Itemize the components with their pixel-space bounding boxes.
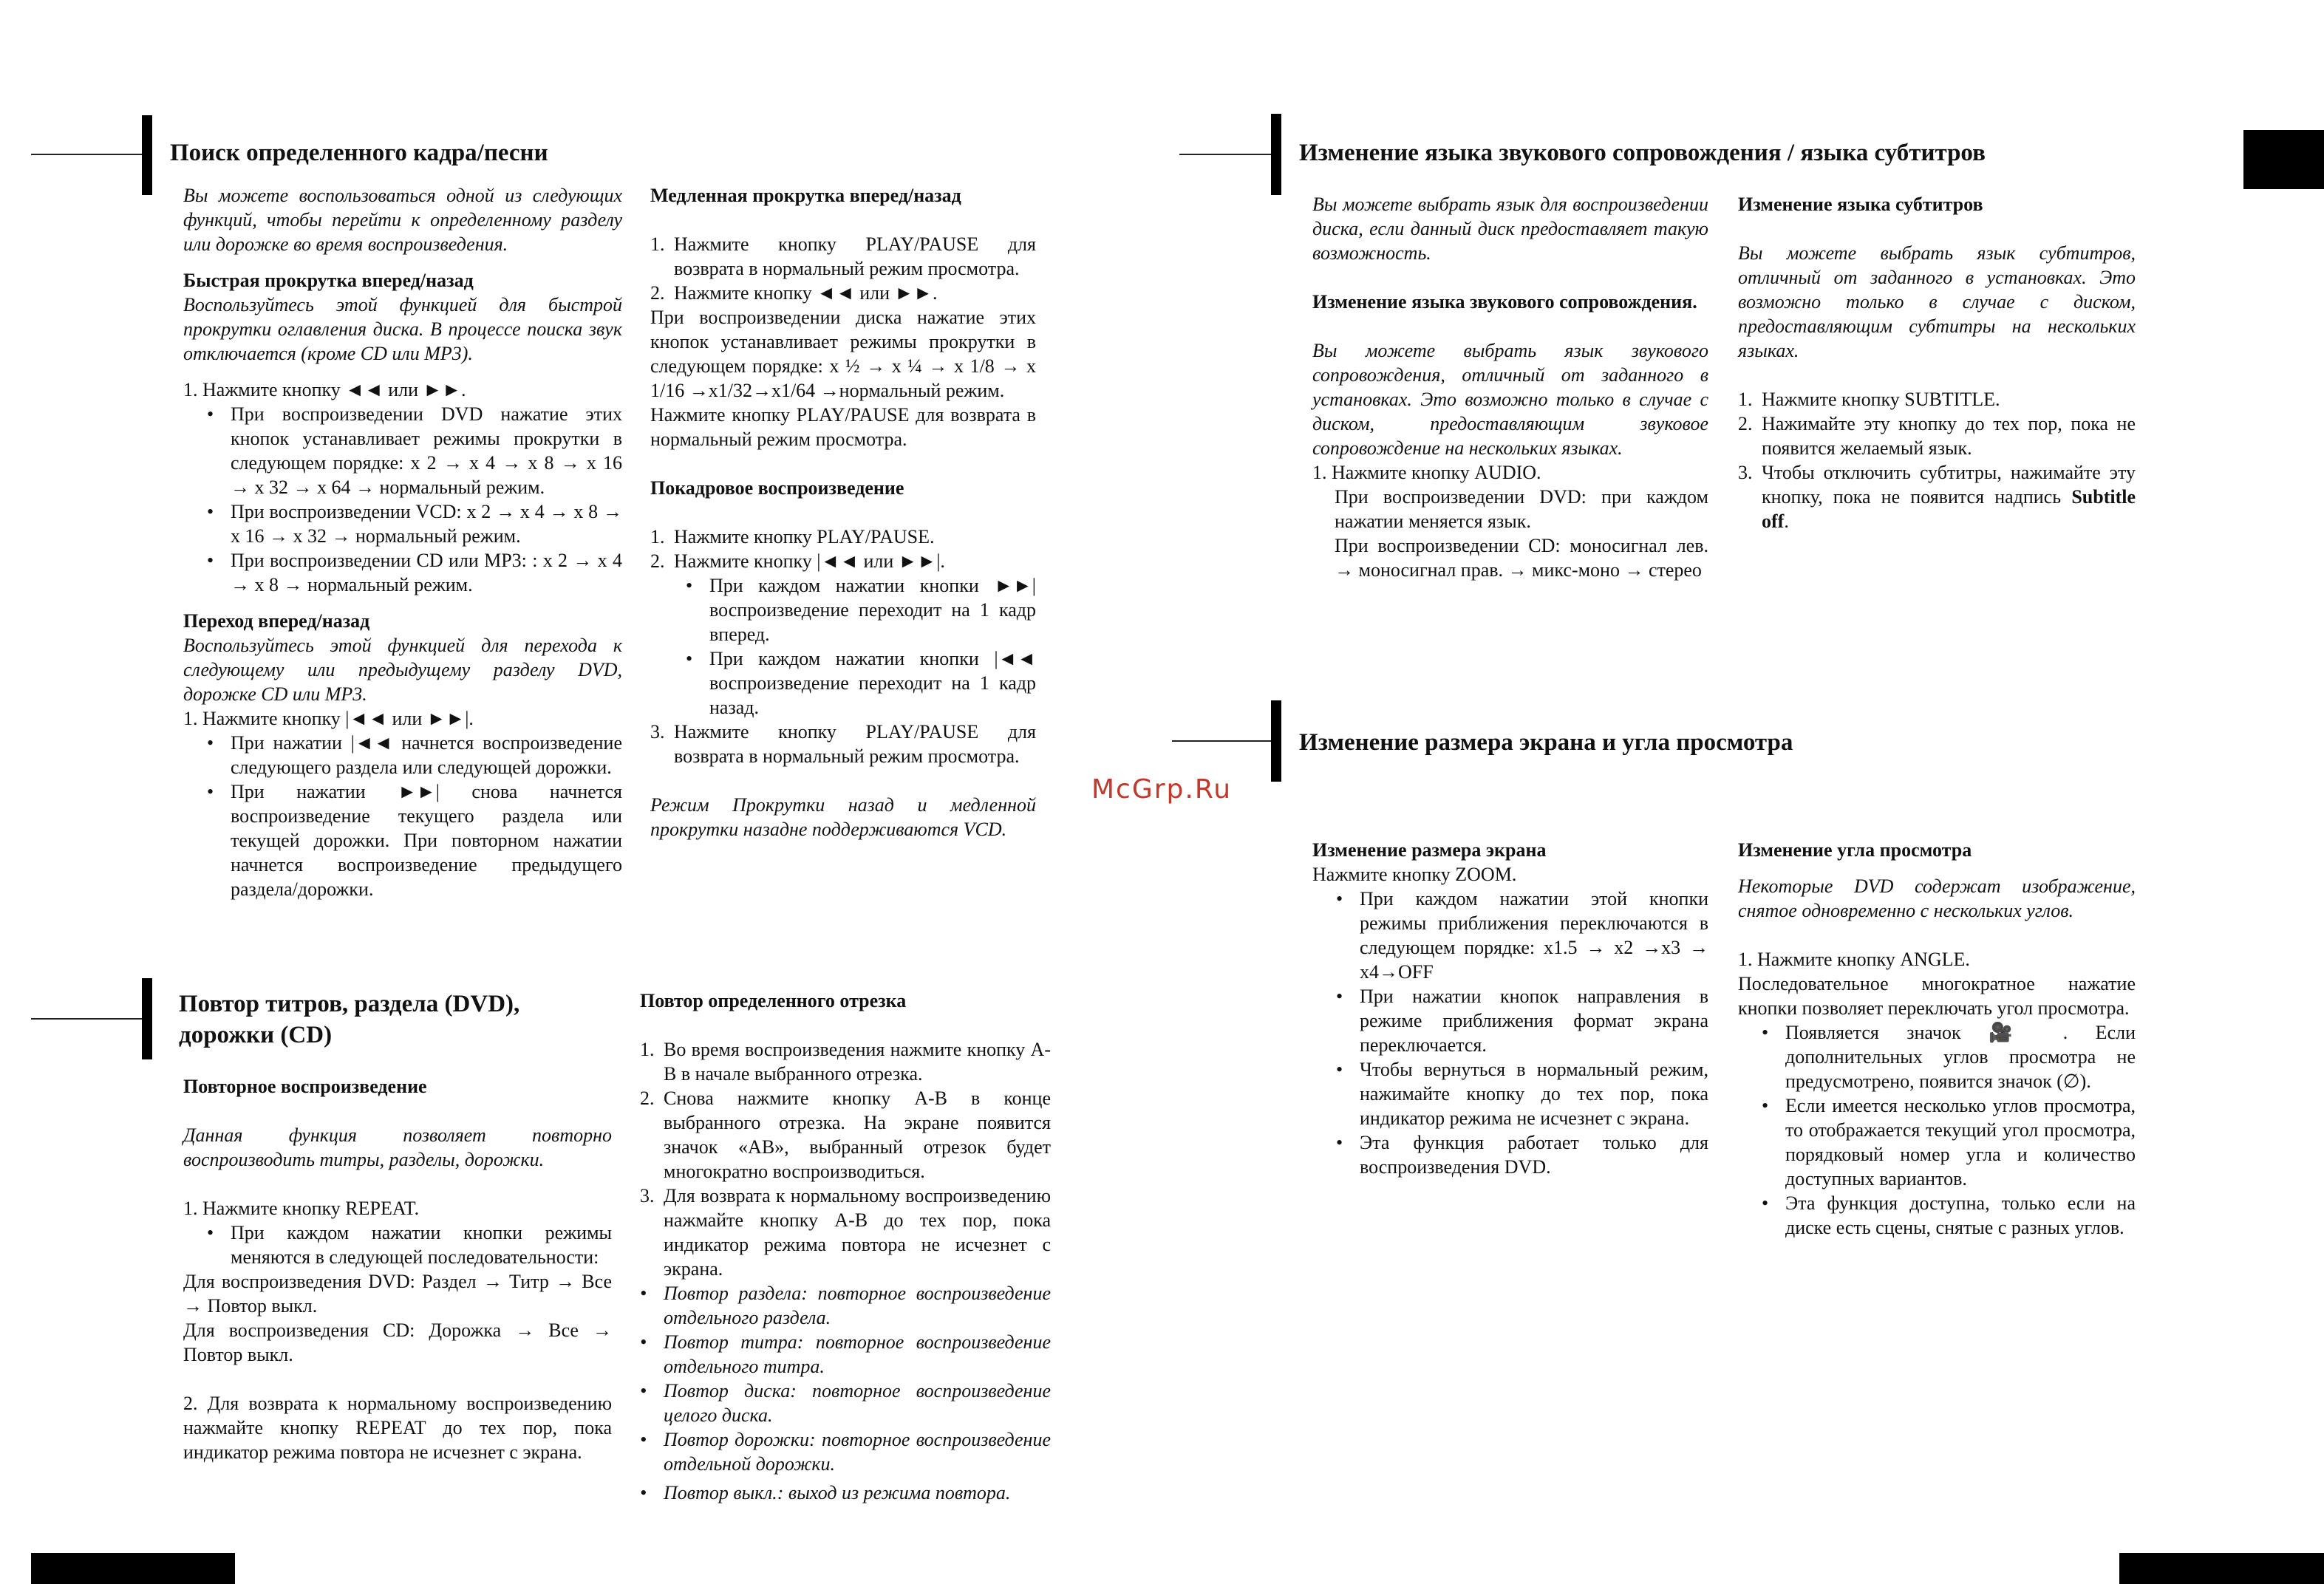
section-title-repeat-line2: дорожки (CD) — [179, 1022, 333, 1048]
zoom-bullet-4: • Эта функция работает только для воспроизведения DVD. — [1336, 1132, 1708, 1178]
angle-bullet-2: • Если имеется несколько углов просмотра, то отображается текущий угол просмотра, порядковый номер угла и количество доступных вариантов. — [1762, 1095, 2136, 1189]
subtitle-step-3: 3. Чтобы отключить субтитры, нажимайте эту кнопку, пока не появится надпись Subtitle off. — [1738, 462, 2136, 532]
ab-bullet-5: • Повтор выкл.: выход из режима повтора. — [640, 1482, 1011, 1503]
zoom-bullet-3: • Чтобы вернуться в нормальный режим, нажимайте кнопку до тех пор, пока индикатор режима не исчезнет с экрана. — [1336, 1059, 1708, 1129]
ab-step-2: 2. Снова нажмите кнопку A-B в конце выбранного отрезка. На экране появится значок «AB», выбранный отрезок будет многократно воспроизводиться. — [640, 1088, 1051, 1182]
search-intro: Вы можете воспользоваться одной из следующих функций, чтобы перейти к определенному разделу или дорожке во время воспроизведения. — [183, 185, 622, 255]
fast-bullet-2: • При воспроизведении VCD: x 2 → x 4 → x 8 → x 16 → x 32 → нормальный режим. — [207, 501, 622, 547]
corner-tab-right — [2243, 130, 2324, 189]
subtitle-step-1: 1. Нажмите кнопку SUBTITLE. — [1738, 389, 2000, 410]
frame-bullet-2: • При каждом нажатии кнопки |◄◄ воспроизведение переходит на 1 кадр назад. — [686, 648, 1036, 718]
frame-step-2: 2. Нажмите кнопку |◄◄ или ►►|. — [650, 550, 945, 572]
zoom-bullet-2: • При нажатии кнопок направления в режиме приближения формат экрана переключается. — [1336, 986, 1708, 1056]
angle-bullet-3: • Эта функция доступна, только если на диске есть сцены, снятые с разных углов. — [1762, 1192, 2136, 1238]
repeat-step-1: 1. Нажмите кнопку REPEAT. — [183, 1198, 420, 1219]
repeat-column-left — [183, 1074, 612, 1464]
ab-step-3: 3. Для возврата к нормальному воспроизведению нажмайте кнопку A-B до тех пор, пока индикатор режима повтора не исчезнет с экрана. — [640, 1185, 1051, 1280]
page-footer-right — [2119, 1553, 2324, 1584]
heading-rule-right-2 — [1172, 740, 1272, 742]
slow-title: Медленная прокрутка вперед/назад — [650, 185, 961, 206]
angle-desc: Некоторые DVD содержат изображение, снятое одновременно с нескольких углов. — [1738, 875, 2136, 921]
angle-step-1: 1. Нажмите кнопку ANGLE. — [1738, 949, 1970, 970]
fast-step-1: 1. Нажмите кнопку ◄◄ или ►►. — [183, 379, 466, 400]
heading-bar-right-1 — [1271, 114, 1281, 195]
ab-title: Повтор определенного отрезка — [640, 990, 907, 1011]
zoom-title: Изменение размера экрана — [1312, 839, 1547, 861]
angle-column — [1738, 838, 2136, 1240]
frame-title: Покадровое воспроизведение — [650, 477, 904, 499]
audio-step-1: 1. Нажмите кнопку AUDIO. — [1312, 462, 1541, 483]
frame-bullet-1: • При каждом нажатии кнопки ►►| воспроизведение переходит на 1 кадр вперед. — [686, 575, 1036, 645]
subtitle-desc: Вы можете выбрать язык субтитров, отличный от заданного в установках. Это возможно только в случае с диском, предоставляющим субтитры на нескольких языках. — [1738, 242, 2136, 361]
fast-title: Быстрая прокрутка вперед/назад — [183, 270, 474, 291]
audio-dvd: При воспроизведении DVD: при каждом нажатии меняется язык. — [1335, 486, 1708, 532]
repeat-title: Повторное воспроизведение — [183, 1076, 427, 1097]
fast-desc: Воспользуйтесь этой функцией для быстрой прокрутки оглавления диска. В процессе поиска звук отключается (кроме CD или MP3). — [183, 294, 622, 364]
heading-bar-left-1 — [142, 115, 152, 195]
heading-rule-left-1 — [31, 154, 142, 155]
subtitle-step-2: 2. Нажимайте эту кнопку до тех пор, пока не появится желаемый язык. — [1738, 413, 2136, 459]
frame-step-3: 3. Нажмите кнопку PLAY/PAUSE для возврата в нормальный режим просмотра. — [650, 721, 1036, 767]
repeat-desc: Данная функция позволяет повторно воспроизводить титры, разделы, дорожки. — [183, 1124, 612, 1170]
angle-bullet-1: • Появляется значок 🎥 . Если дополнительных углов просмотра не предусмотрено, появится значок (∅). — [1762, 1022, 2136, 1092]
frame-note: Режим Прокрутки назад и медленной прокрутки назадне поддерживаются VCD. — [650, 794, 1036, 840]
subtitle-column — [1738, 192, 2136, 533]
skip-title: Переход вперед/назад — [183, 610, 370, 632]
ab-column — [640, 989, 1051, 1505]
heading-bar-right-2 — [1271, 700, 1281, 782]
audio-cd: При воспроизведении CD: моносигнал лев. → моносигнал прав. → микс-моно → стерео — [1335, 535, 1708, 581]
slow-step-2: 2. Нажмите кнопку ◄◄ или ►►. — [650, 282, 938, 304]
slow-paragraph-2: Нажмите кнопку PLAY/PAUSE для возврата в нормальный режим просмотра. — [650, 404, 1036, 450]
watermark: McGrp.Ru — [1091, 774, 1233, 805]
repeat-dvd: Для воспроизведения DVD: Раздел → Титр → Все → Повтор выкл. — [183, 1271, 612, 1317]
page-footer-left — [31, 1553, 235, 1584]
search-column-right — [650, 183, 1036, 842]
fast-bullet-3: • При воспроизведении CD или MP3: : x 2 → x 4 → x 8 → нормальный режим. — [207, 550, 622, 595]
heading-bar-left-2 — [142, 978, 152, 1059]
ab-bullet-2: • Повтор титра: повторное воспроизведение отдельного титра. — [640, 1331, 1051, 1377]
search-column-left — [183, 183, 622, 901]
ab-bullet-1: • Повтор раздела: повторное воспроизведение отдельного раздела. — [640, 1283, 1051, 1328]
angle-paragraph: Последовательное многократное нажатие кнопки позволяет переключать угол просмотра. — [1738, 973, 2136, 1019]
heading-rule-right-1 — [1179, 154, 1272, 155]
slow-paragraph-1: При воспроизведении диска нажатие этих кнопок устанавливает режимы прокрутки в следующем порядке: x ½ → x ¼ → x 1/8 → x 1/16 →x1/32→x1/64 →нормальный режим. — [650, 307, 1036, 401]
ab-bullet-3: • Повтор диска: повторное воспроизведение целого диска. — [640, 1380, 1051, 1426]
zoom-bullet-1: • При каждом нажатии этой кнопки режимы приближения переключаются в следующем порядке: x1.5 → x2 →x3 → x4→OFF — [1336, 888, 1708, 983]
angle-title: Изменение угла просмотра — [1738, 839, 1972, 861]
section-title-search: Поиск определенного кадра/песни — [170, 140, 548, 166]
audio-desc: Вы можете выбрать язык звукового сопровождения, отличный от заданного в установках. Это возможно только в случае с диском, предоставляющим звуковое сопровождение на нескольких языках. — [1312, 340, 1708, 459]
audio-column — [1312, 192, 1708, 582]
section-title-language: Изменение языка звукового сопровождения / языка субтитров — [1299, 140, 1986, 166]
ab-bullet-4: • Повтор дорожки: повторное воспроизведение отдельной дорожки. — [640, 1429, 1051, 1475]
skip-bullet-2: • При нажатии ►►| снова начнется воспроизведение текущего раздела или текущей дорожки. При повторном нажатии начнется воспроизведение предыдущего раздела/дорожки. — [207, 781, 622, 900]
language-intro: Вы можете выбрать язык для воспроизведении диска, если данный диск предоставляет такую возможность. — [1312, 194, 1708, 264]
section-title-screen: Изменение размера экрана и угла просмотра — [1299, 729, 1793, 756]
section-title-repeat-line1: Повтор титров, раздела (DVD), — [179, 991, 520, 1017]
zoom-press: Нажмите кнопку ZOOM. — [1312, 864, 1517, 885]
subtitle-title: Изменение языка субтитров — [1738, 194, 1983, 215]
frame-step-1: 1. Нажмите кнопку PLAY/PAUSE. — [650, 526, 935, 547]
skip-bullet-1: • При нажатии |◄◄ начнется воспроизведение следующего раздела или следующей дорожки. — [207, 732, 622, 778]
zoom-column — [1312, 838, 1708, 1179]
skip-desc: Воспользуйтесь этой функцией для перехода к следующему или предыдущему разделу DVD, дорожке CD или MP3. — [183, 635, 622, 705]
skip-step-1: 1. Нажмите кнопку |◄◄ или ►►|. — [183, 708, 474, 729]
repeat-cd: Для воспроизведения CD: Дорожка → Все → Повтор выкл. — [183, 1320, 612, 1365]
subtitle-off-label: Subtitle off — [1762, 486, 2136, 532]
repeat-bullet-1: • При каждом нажатии кнопки режимы меняются в следующей последовательности: — [207, 1222, 612, 1268]
audio-title: Изменение языка звукового сопровождения. — [1312, 291, 1697, 313]
slow-step-1: 1. Нажмите кнопку PLAY/PAUSE для возврата в нормальный режим просмотра. — [650, 233, 1036, 279]
ab-step-1: 1. Во время воспроизведения нажмите кнопку A-B в начале выбранного отрезка. — [640, 1039, 1051, 1085]
heading-rule-left-2 — [31, 1018, 142, 1020]
repeat-step-2: 2. Для возврата к нормальному воспроизведению нажмайте кнопку REPEAT до тех пор, пока индикатор режима повтора не исчезнет с экрана. — [183, 1393, 612, 1463]
fast-bullet-1: • При воспроизведении DVD нажатие этих кнопок устанавливает режимы прокрутки в следующем порядке: x 2 → x 4 → x 8 → x 16 → x 32 → x 64 → нормальный режим. — [207, 403, 622, 498]
